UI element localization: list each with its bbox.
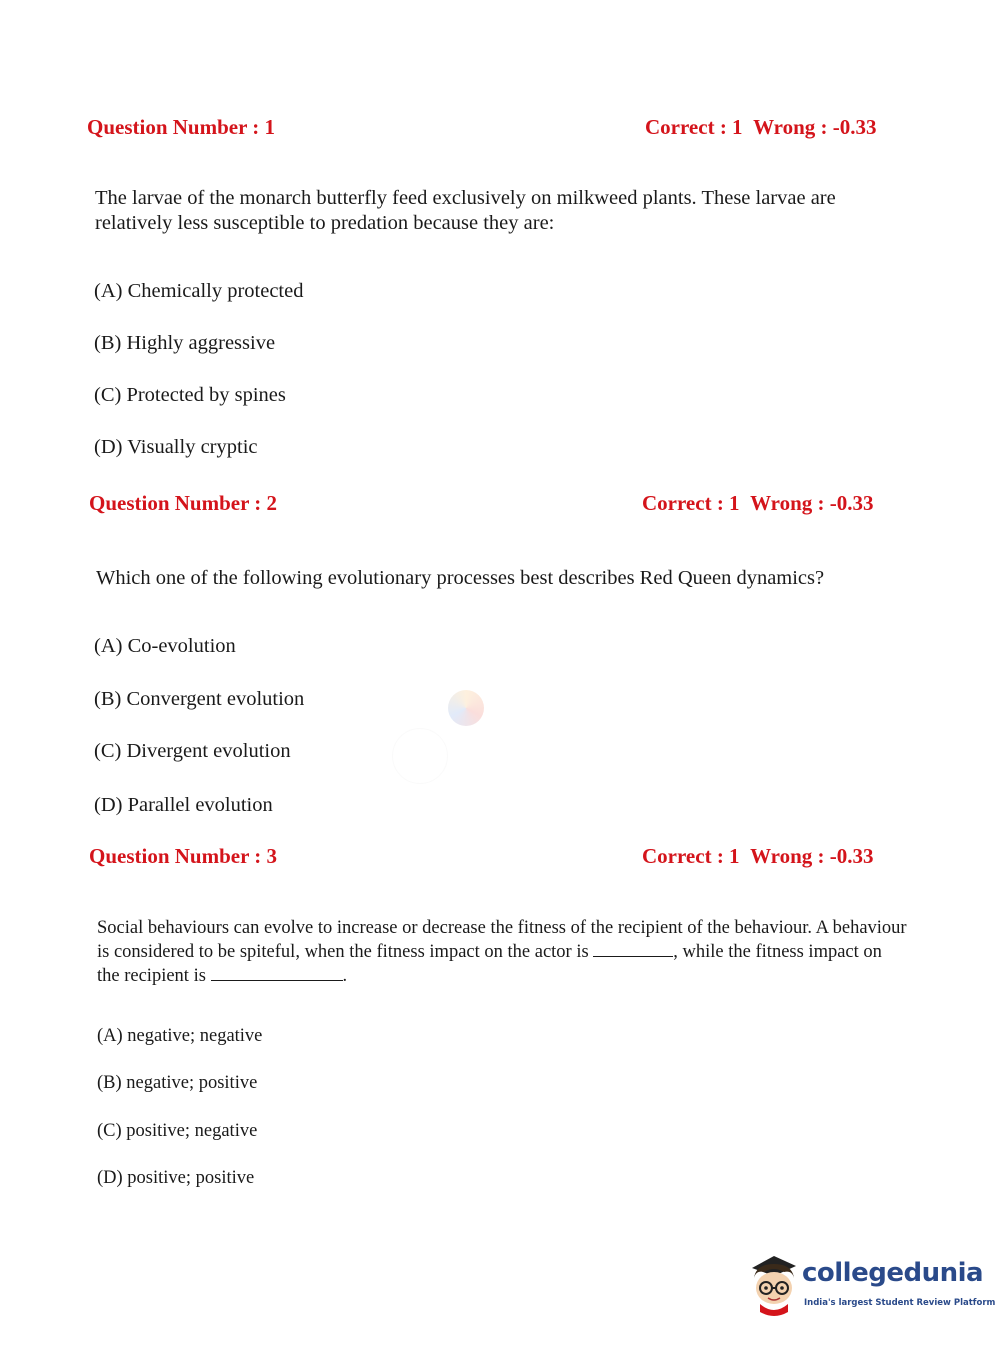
option-d: (D) Visually cryptic [94,436,258,458]
answer-blank-2 [211,964,343,981]
option-b: (B) Highly aggressive [94,332,276,354]
option-d: (D) positive; positive [97,1168,255,1188]
question-3-text-part2: , while the fitness impact on the recipient is [97,942,882,986]
option-c: (C) positive; negative [97,1121,258,1141]
question-3-header [0,844,1001,874]
marking-scheme [645,115,877,140]
question-3-text-part3: . [342,966,348,986]
answer-blank-1 [593,940,673,957]
brand-name: collegedunia [802,1258,984,1288]
mascot-icon [744,1250,804,1320]
option-c: (C) Protected by spines [94,384,286,406]
question-3-text-part1: Social behaviours can evolve to increase or decrease the fitness of the recipient of the behaviour. A behaviour is considered to be spiteful, when the fitness impact on the actor is [97,918,907,962]
marking-scheme [642,491,874,516]
question-1-text: The larvae of the monarch butterfly feed exclusively on milkweed plants. These larvae are relatively less susceptible to predation because they are: [95,187,836,234]
question-2-text: Which one of the following evolutionary processes best describes Red Queen dynamics? [96,567,825,589]
option-b: (B) Convergent evolution [94,688,305,710]
option-a: (A) negative; negative [97,1026,263,1046]
question-1-header [0,115,1001,145]
correct-marks: Correct : 1 [642,844,740,868]
question-3-text [97,916,909,988]
option-a: (A) Chemically protected [94,280,304,302]
watermark-icon [448,690,484,726]
correct-marks: Correct : 1 [642,491,740,515]
correct-marks: Correct : 1 [645,115,743,139]
question-number: Question Number : 3 [89,844,278,868]
option-b: (B) negative; positive [97,1073,258,1093]
question-number: Question Number : 1 [87,115,276,139]
wrong-marks: Wrong : -0.33 [753,115,877,139]
collegedunia-logo [744,1250,996,1320]
wrong-marks: Wrong : -0.33 [750,491,874,515]
question-2-header [0,491,1001,521]
watermark-circle-icon [392,728,448,784]
option-a: (A) Co-evolution [94,635,236,657]
brand-tagline: India's largest Student Review Platform [804,1298,996,1308]
question-number: Question Number : 2 [89,491,278,515]
option-d: (D) Parallel evolution [94,794,273,816]
option-c: (C) Divergent evolution [94,740,291,762]
wrong-marks: Wrong : -0.33 [750,844,874,868]
marking-scheme [642,844,874,869]
